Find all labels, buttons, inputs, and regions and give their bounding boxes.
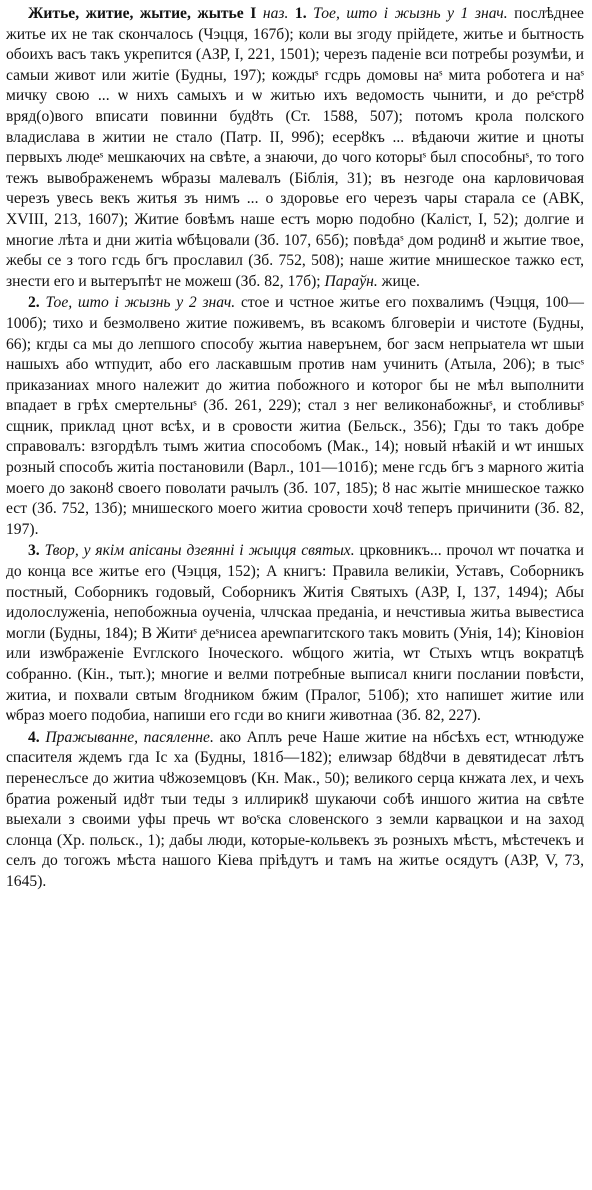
- grammar-label: наз.: [262, 5, 289, 22]
- sense-3-citations: црковникъ... прочол ѡт початка и до конца все житье его (Чэцця, 152); А книгъ: Правила великіи, Уставъ, Соборникъ постный, Соборникъ годовый, Соборникъ Житія Святыхъ (АЗР, I, 137, 1494); Абы идолослуженіа, непобожныа оученіа, члчскаа преданіа, и нечстивыа житьа вывестиса могли (Будны, 184); В Житиˢ деˢнисеа ареѡпагитского такъ мовить (Унія, 14); Кіновіон или изѡбраженіе Еvглского Іноческого. ѡбщого житіа, ѡт Стыхъ ѡтцъ вократцѣ собранно. (Кін., тыт.); многие и велми потребные выписал книги послании повѣсти, житиа, и похвали свтым ȣгодником бжим (Пралог, 510б); хто напишет житие или ѡбраз моего подобиа, напиши его гсди во книги животнаа (Зб. 82, 227).: [6, 542, 584, 725]
- sense-1-parallel-label: Параўн.: [324, 272, 378, 290]
- sense-1-definition: Тое, што і жызнь у 1 знач.: [313, 5, 508, 22]
- sense-1-number: 1.: [294, 5, 307, 22]
- sense-2-definition: Тое, што і жызнь у 2 знач.: [45, 294, 236, 312]
- sense-4-paragraph: [6, 728, 584, 893]
- homonym-number: I: [250, 5, 257, 22]
- sense-4-number: 4.: [28, 728, 40, 746]
- sense-3-definition: Твор, у якім апісаны дзеянні і жыцця святых.: [44, 542, 355, 560]
- sense-1-citations: послѣднее житье их не так скончалось (Чэцця, 167б); коли вы згоду прійдете, житье и бытность обоихъ васъ такъ укрепится (АЗР, I, 221, 1501); черезъ паденіе вси потребы розумѣи, и самыи живот или житіе (Будны, 197); кождыˢ гсдрь домовы наˢ мита роботега и наˢ мичку свою ... ѡ нихъ самыхъ и ѡ житью ихъ ведомость чынити, и до реˢстрȣ вряд(о)вого вписати повинни будȣть (Ст. 1588, 507); потомъ крола полского владислава в житии не стало (Патр. II, 99б); есерȣкъ ... вѣдаючи житие и цноты первыхъ людеˢ мешкаючих на свѣте, а знаючи, до чого которыˢ был способныˢ, то того тежъ вывображенемъ ѡбразы малевалъ (Біблія, 31); въ незгоде она карловичовая черезъ увесь векъ житья зъ нимъ ... о здоровье его черезъ чары старала се (АВК, XVIII, 213, 1607); Житие бовѣмъ наше естъ морю подобно (Каліст, I, 52); долгие и многие лѣта и дни житіа ѡбѣцовали (Зб. 107, 65б); повѣдаˢ дом родинȣ и жытие твое, жебы се з того гсдь бгъ прославил (Зб. 752, 508); наше житие мнишеское тажко ест, знести его и вытеръпѣт не можеш (Зб. 82, 17б);: [6, 5, 584, 290]
- sense-4-citations: ако Аплъ рече Наше житие на нбсѣхъ ест, ѡтнюдуже спасителя ждемъ гда Іс ха (Будны, 181б—182); елиѡзар бȣдȣчи в девятидесат лѣтъ перенеслъсе до житиа чȣжоземцовъ (Кн. Мак., 50); великого серца кнжата лех, и чехъ братиа роженый идȣт тыи теды з иллирикȣ шукаючи собѣ иншого житиа на свѣте выехали з своими уфы пречь ѡт воˢска словенского з земли карвацкои и на заход слонца (Хр. польск., 1); дабы люди, которые-кольвекъ зъ розныхъ мѣстъ, мѣстечекъ и селъ до тогожъ мѣста нашого Кіева пріѣдутъ и тамъ на житье осядутъ (АЗР, V, 73, 1645).: [6, 728, 584, 890]
- dictionary-entry: [6, 4, 584, 893]
- sense-2-number: 2.: [28, 294, 40, 312]
- sense-4-definition: Пражыванне, пасяленне.: [45, 728, 214, 746]
- sense-3-paragraph: [6, 541, 584, 726]
- sense-3-number: 3.: [28, 542, 40, 560]
- sense-1-paragraph: [6, 4, 584, 292]
- headword: Житье, житие, жытие, жытье: [28, 5, 244, 22]
- sense-1-parallel: жице.: [381, 272, 420, 290]
- sense-2-citations: стое и чстное житье его похвалимъ (Чэцця, 100—100б); тихо и безмолвено житие поживемъ, въ всакомъ блговеріи и чистоте (Будны, 66); кгды са мы до лепшого способу жытиа наверънем, бог засм непрыатела ѡт шыи нашыхъ або ѡтпудит, або его ласкавшым против нам учинить (Атыла, 206); в тысˢ приказаниах много належит до житиа побожного и которог бы не мѣл выполнити впадает в грѣх смертельныˢ (Зб. 261, 229); стал з нег великонабожныˢ, и стобливыˢ сщник, приклад цнот всѣх, и в сровости житиа (Бельск., 356); Гды то такъ добре справовалъ: взгордѣлъ тымъ житиа способомъ (Мак., 14); новый нѣакій и ѡт иншых розный способъ житіа постановили (Варл., 101—101б); мене гсдь бгъ з марного житіа моего до законȣ своего поволати рачылъ (Зб. 107, 185); ȣ нас жытіе мнишеское тажко ест (Зб. 752, 13б); мнишеского моего житиа сровости хочȣ теперъ причинити (Зб. 82, 197).: [6, 294, 585, 538]
- sense-2-paragraph: [6, 293, 584, 540]
